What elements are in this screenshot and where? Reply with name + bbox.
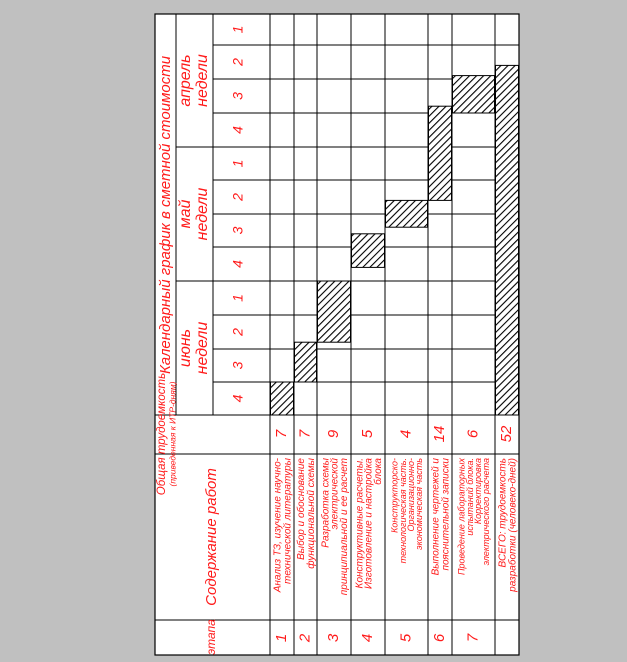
- content-line: Конструктивные расчеты.: [354, 458, 366, 589]
- week-number: 3: [229, 361, 246, 370]
- content-line: блока: [372, 458, 384, 485]
- labor-value: 4: [397, 429, 415, 439]
- content-line: экономическая часть: [414, 458, 425, 550]
- weeks-label: недели: [194, 187, 212, 241]
- stage-number: 2: [296, 633, 314, 643]
- content-line: функциональной схемы: [306, 458, 318, 569]
- content-line: технологическая часть.: [397, 458, 408, 564]
- stage-number: 7: [464, 633, 482, 643]
- content-line: Проведение лабораторных: [456, 458, 467, 576]
- labor-value: 9: [324, 429, 342, 439]
- content-line: Анализ ТЗ, изучение научно-: [272, 458, 284, 593]
- content-line: Выполнение чертежей и: [430, 458, 442, 576]
- week-number: 2: [229, 328, 246, 336]
- content-line: Организационно-: [405, 458, 416, 532]
- schedule-bar: [496, 65, 519, 415]
- month-name: май: [177, 199, 195, 229]
- content-column-header: Содержание работ: [202, 468, 220, 606]
- month-name: июнь: [177, 328, 195, 368]
- content-line: Разработка схемы: [320, 458, 332, 548]
- schedule-bar: [453, 76, 495, 113]
- total-labor-subheader: (приведенная к ИТР-дням): [167, 381, 178, 487]
- content-line: Изготовление и настройка: [363, 458, 375, 590]
- week-number: 3: [229, 92, 246, 100]
- labor-value: 14: [430, 425, 448, 443]
- content-line: принципиальной и ее расчет: [338, 458, 350, 596]
- calendar-title: Календарный график в сметной стоимости: [156, 55, 174, 375]
- week-number: 1: [229, 294, 246, 302]
- week-number: 4: [229, 394, 246, 403]
- labor-value: 6: [464, 429, 482, 439]
- labor-value: 7: [272, 429, 290, 439]
- schedule-bar: [271, 382, 294, 415]
- schedule-bar: [429, 106, 452, 200]
- content-line: Конструкторско-: [389, 458, 400, 533]
- week-number: 1: [229, 25, 246, 34]
- labor-value: 52: [497, 425, 515, 443]
- content-line: электрической: [329, 458, 341, 530]
- week-number: 3: [229, 226, 246, 235]
- schedule-bar: [295, 342, 317, 382]
- labor-value: 5: [358, 429, 376, 439]
- week-number: 2: [229, 58, 246, 66]
- week-number: 2: [229, 193, 246, 201]
- weeks-label: недели: [194, 54, 212, 107]
- stage-number: 6: [430, 633, 448, 643]
- stage-number: 5: [397, 633, 415, 643]
- content-line: электрического расчета: [481, 458, 492, 566]
- content-line: Выбор и обоснование: [296, 458, 308, 560]
- content-line: пояснительной записки: [440, 458, 452, 571]
- schedule-bar: [318, 281, 351, 342]
- stage-number: 4: [358, 633, 376, 643]
- week-number: 4: [229, 260, 246, 268]
- content-line: ВСЕГО: трудоемкость: [497, 458, 509, 568]
- content-line: испытаний блока.: [464, 458, 475, 536]
- stage-number: 1: [272, 633, 290, 643]
- weeks-label: недели: [194, 321, 212, 375]
- total-labor-header: Общая трудоемкость: [156, 372, 169, 496]
- week-number: 4: [229, 126, 246, 134]
- content-line: технической литературы: [282, 458, 294, 585]
- content-line: Корректировка: [472, 457, 483, 525]
- content-line: разработки (человеко-дней): [507, 458, 519, 592]
- schedule-bar: [352, 234, 385, 268]
- stage-column-header: этапа: [204, 619, 219, 655]
- schedule-bar: [386, 200, 428, 227]
- labor-value: 7: [296, 429, 314, 439]
- week-number: 1: [229, 159, 246, 168]
- stage-number: 3: [324, 633, 342, 643]
- month-name: апрель: [177, 54, 195, 107]
